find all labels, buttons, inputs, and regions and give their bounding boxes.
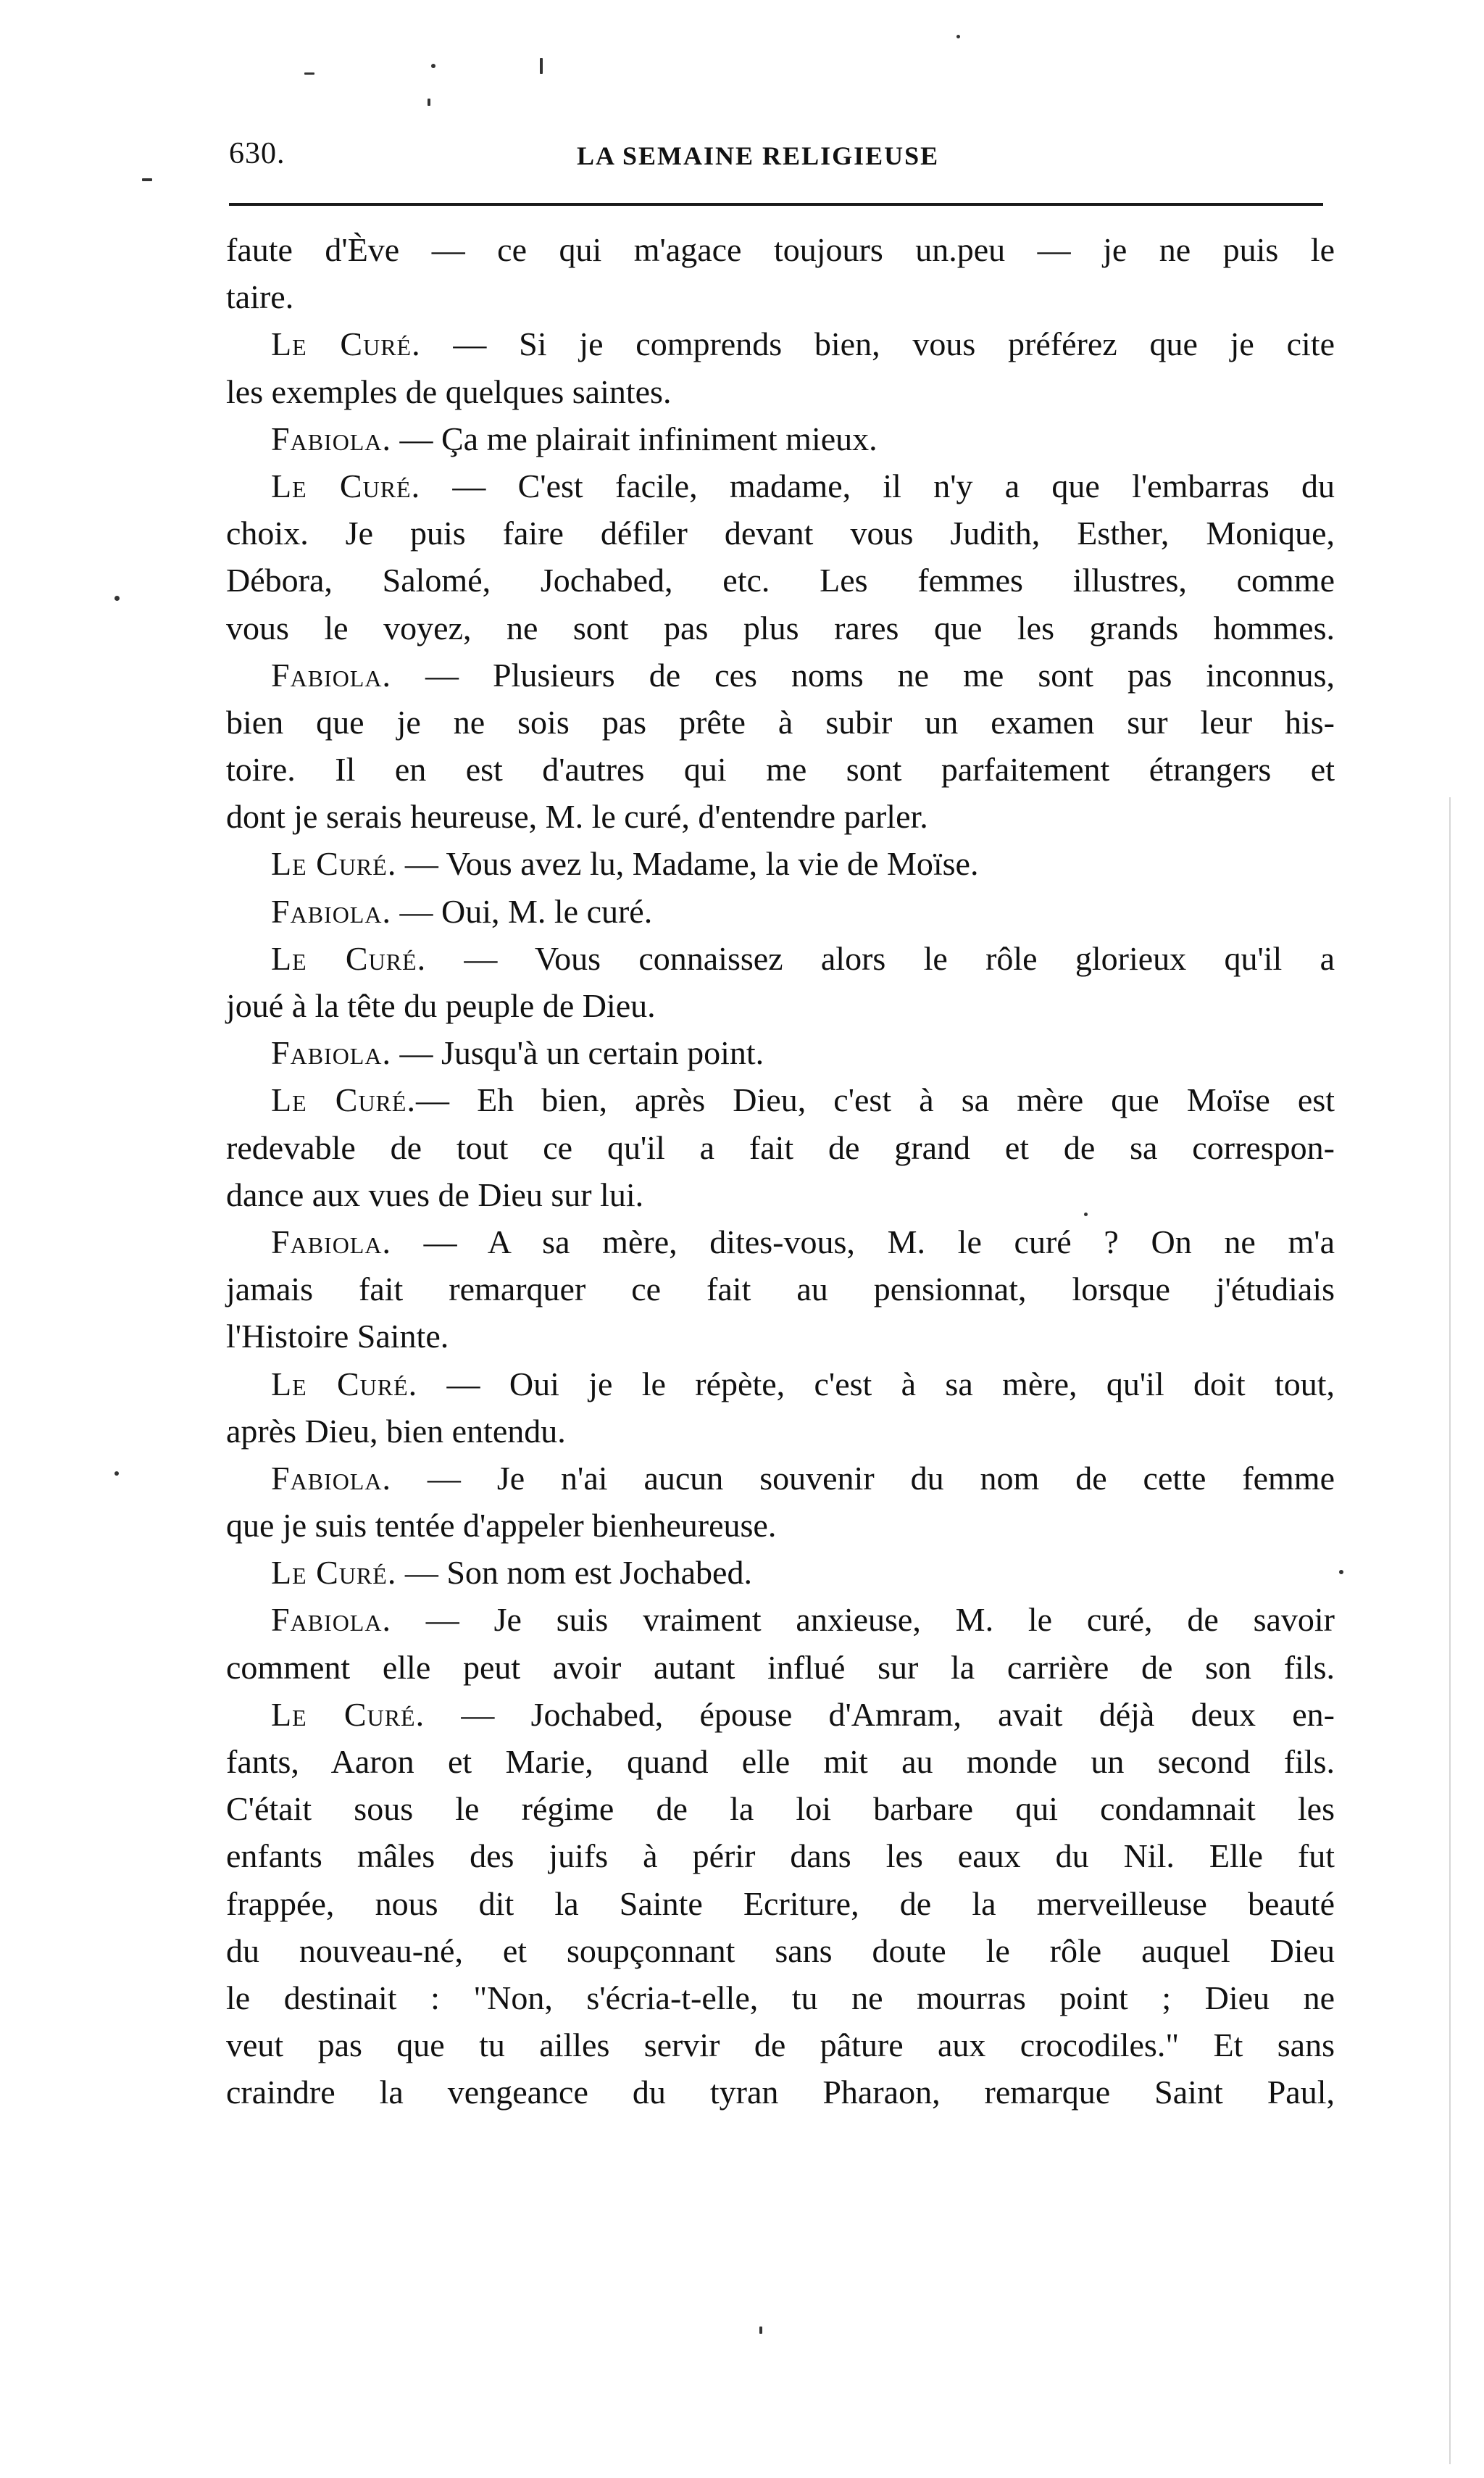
page-number: 630. (229, 137, 285, 170)
text-line (226, 226, 1335, 273)
text-line (226, 699, 1335, 746)
speaker-name: Fabiola. (271, 656, 391, 694)
speaker-name: Fabiola. (271, 1223, 391, 1260)
text-line (226, 1360, 1335, 1408)
line-text: redevable de tout ce qu'il a fait de grand et de sa correspon- (226, 1128, 1335, 1166)
line-text: toire. Il en est d'autres qui me sont parfaitement étrangers et (226, 751, 1335, 789)
text-line (226, 982, 1335, 1029)
line-text: jamais fait remarquer ce fait au pensionnat, lorsque j'étudiais (226, 1271, 1335, 1308)
text-line (226, 793, 1335, 840)
text-line (226, 604, 1335, 652)
text-line (226, 840, 1335, 887)
line-text: enfants mâles des juifs à périr dans les eaux du Nil. Elle fut (226, 1837, 1335, 1875)
speaker-name: Le Curé. (271, 1695, 425, 1733)
line-text: joué à la tête du peuple de Dieu. (226, 987, 656, 1024)
line-text: choix. Je puis faire défiler devant vous Judith, Esther, Monique, (226, 515, 1335, 552)
text-line (226, 462, 1335, 510)
line-text: — C'est facile, madame, il n'y a que l'embarras du (420, 467, 1335, 504)
text-line (226, 1738, 1335, 1785)
line-text: — Vous avez lu, Madame, la vie de Moïse. (396, 845, 979, 883)
text-line (226, 888, 1335, 935)
text-line (226, 1029, 1335, 1076)
speaker-name: Le Curé. (271, 325, 421, 363)
speaker-name: Le Curé. (271, 1081, 416, 1119)
text-line (226, 1927, 1335, 1974)
text-line (226, 1455, 1335, 1502)
line-text: le destinait : "Non, s'écria-t-elle, tu ne mourras point ; Dieu ne (226, 1979, 1335, 2016)
line-text: — Plusieurs de ces noms ne me sont pas inconnus, (391, 656, 1335, 694)
line-text: — Eh bien, après Dieu, c'est à sa mère que Moïse est (415, 1081, 1335, 1119)
text-line (226, 510, 1335, 557)
line-text: fants, Aaron et Marie, quand elle mit au monde un second fils. (226, 1743, 1335, 1780)
line-text: — Si je comprends bien, vous préférez que je cite (420, 325, 1335, 363)
text-line (226, 2069, 1335, 2116)
header-rule (229, 203, 1323, 206)
speaker-name: Fabiola. (271, 1034, 391, 1072)
text-line (226, 746, 1335, 793)
line-text: frappée, nous dit la Sainte Ecriture, de la merveilleuse beauté (226, 1884, 1335, 1922)
text-line (226, 1502, 1335, 1549)
line-text: — Jusqu'à un certain point. (391, 1034, 764, 1072)
text-line (226, 1974, 1335, 2021)
line-text: comment elle peut avoir autant influé sur la carrière de son fils. (226, 1648, 1335, 1686)
line-text: — Jochabed, épouse d'Amram, avait déjà deux en- (425, 1695, 1335, 1733)
text-line (226, 1124, 1335, 1171)
text-line (226, 1691, 1335, 1738)
text-line (226, 368, 1335, 415)
line-text: C'était sous le régime de la loi barbare qui condamnait les (226, 1790, 1335, 1828)
text-line (226, 1218, 1335, 1265)
text-line (226, 415, 1335, 462)
text-line (226, 557, 1335, 604)
line-text: craindre la vengeance du tyran Pharaon, remarque Saint Paul, (226, 2074, 1335, 2111)
speaker-name: Fabiola. (271, 420, 391, 457)
text-line (226, 1408, 1335, 1455)
line-text: — Vous connaissez alors le rôle glorieux qu'il a (426, 939, 1335, 977)
text-line (226, 935, 1335, 982)
line-text: dance aux vues de Dieu sur lui. (226, 1176, 644, 1213)
speaker-name: Fabiola. (271, 1459, 391, 1497)
page-header (229, 136, 1322, 180)
line-text: que je suis tentée d'appeler bienheureuse. (226, 1507, 777, 1544)
text-line (226, 1076, 1335, 1123)
text-line (226, 1596, 1335, 1643)
line-text: — Oui, M. le curé. (391, 892, 653, 930)
text-line (226, 1832, 1335, 1879)
line-text: vous le voyez, ne sont pas plus rares que les grands hommes. (226, 609, 1335, 646)
line-text: l'Histoire Sainte. (226, 1318, 449, 1355)
line-text: bien que je ne sois pas prête à subir un examen sur leur his- (226, 703, 1335, 741)
line-text: taire. (226, 278, 294, 316)
text-line (226, 1880, 1335, 1927)
line-text: — Je suis vraiment anxieuse, M. le curé, de savoir (391, 1601, 1335, 1639)
line-text: — Son nom est Jochabed. (396, 1554, 752, 1592)
body-text (226, 226, 1335, 2116)
speaker-name: Fabiola. (271, 892, 391, 930)
line-text: après Dieu, bien entendu. (226, 1412, 566, 1450)
line-text: — A sa mère, dites-vous, M. le curé ? On ne m'a (391, 1223, 1335, 1260)
text-line (226, 1313, 1335, 1360)
speaker-name: Le Curé. (271, 1554, 397, 1592)
text-line (226, 1549, 1335, 1596)
text-line (226, 1171, 1335, 1218)
line-text: dont je serais heureuse, M. le curé, d'entendre parler. (226, 798, 928, 836)
text-line (226, 273, 1335, 320)
text-line (226, 1265, 1335, 1313)
running-head: LA SEMAINE RELIGIEUSE (577, 141, 940, 170)
speaker-name: Le Curé. (271, 939, 427, 977)
line-text: veut pas que tu ailles servir de pâture aux crocodiles." Et sans (226, 2026, 1335, 2064)
line-text: les exemples de quelques saintes. (226, 373, 672, 410)
line-text: — Ça me plairait infiniment mieux. (391, 420, 878, 457)
speaker-name: Le Curé. (271, 467, 421, 504)
text-line (226, 320, 1335, 367)
line-text: faute d'Ève — ce qui m'agace toujours un.peu — je ne puis le (226, 231, 1335, 268)
speaker-name: Fabiola. (271, 1601, 391, 1639)
text-line (226, 1644, 1335, 1691)
text-line (226, 1785, 1335, 1832)
line-text: — Je n'ai aucun souvenir du nom de cette femme (391, 1459, 1335, 1497)
speaker-name: Le Curé. (271, 1365, 418, 1402)
line-text: — Oui je le répète, c'est à sa mère, qu'il doit tout, (417, 1365, 1335, 1402)
speaker-name: Le Curé. (271, 845, 397, 883)
line-text: du nouveau-né, et soupçonnant sans doute le rôle auquel Dieu (226, 1932, 1335, 1969)
scan-margin-line (1449, 797, 1451, 2464)
text-line (226, 652, 1335, 699)
line-text: Débora, Salomé, Jochabed, etc. Les femmes illustres, comme (226, 562, 1335, 599)
text-line (226, 2021, 1335, 2069)
